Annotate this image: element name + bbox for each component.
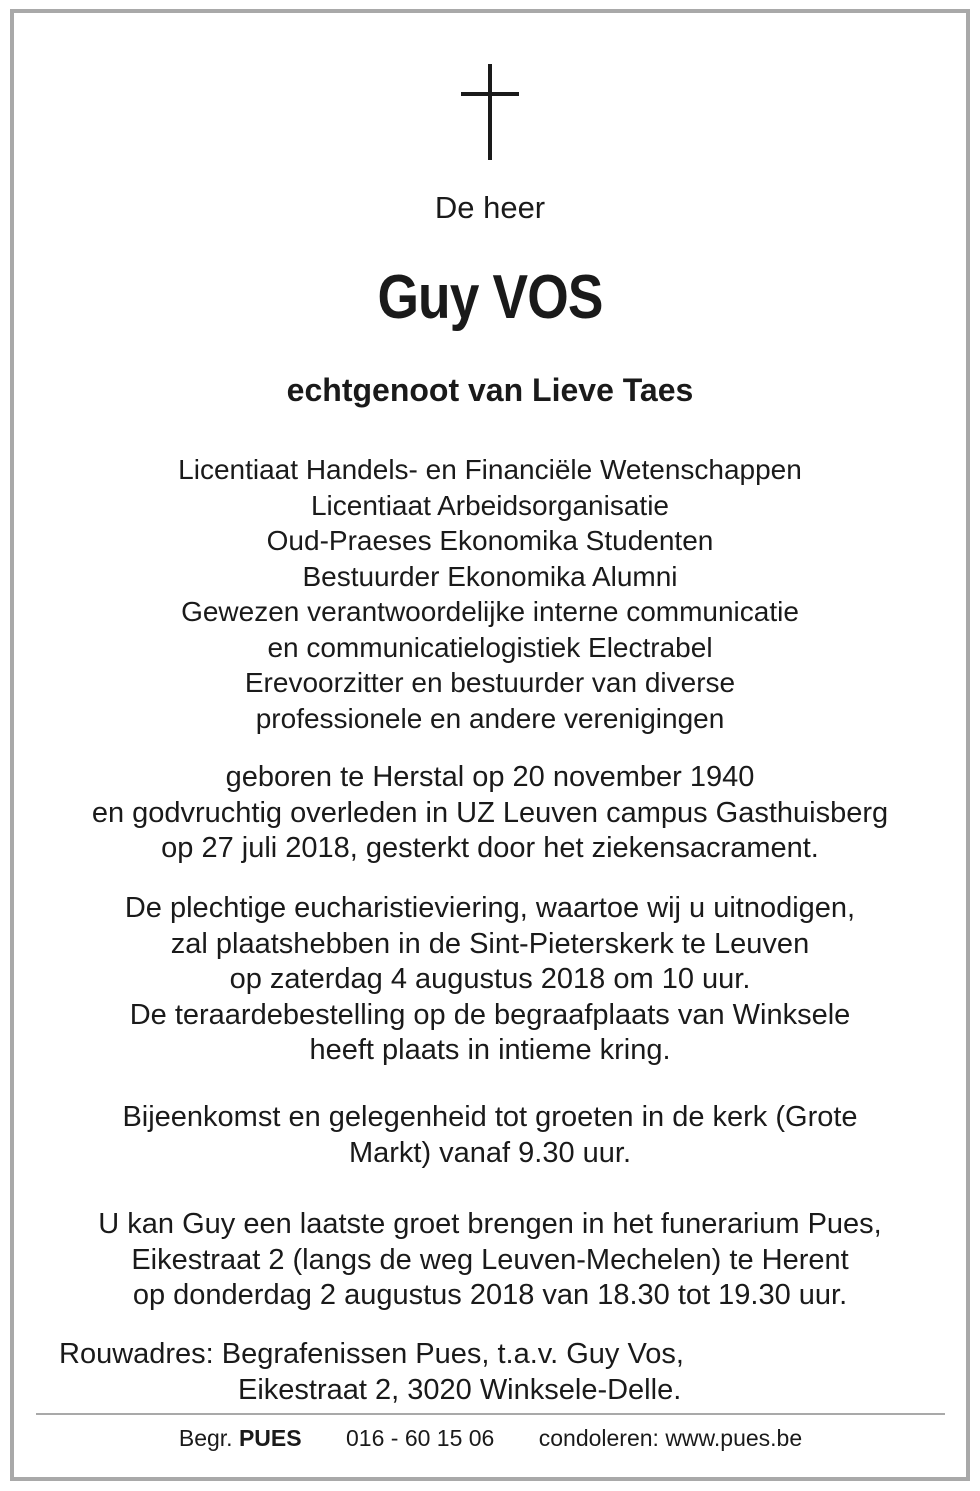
visitation-line: op donderdag 2 augustus 2018 van 18.30 tot 19.30 uur.: [132, 1279, 848, 1311]
birth-death-line: en godvruchtig overleden in UZ Leuven campus Gasthuisberg: [91, 796, 889, 829]
mourning-address: [20, 1337, 960, 1408]
title-line: Licentiaat Arbeidsorganisatie: [310, 489, 669, 521]
service-line: De teraardebestelling op de begraafplaats van Winksele: [129, 998, 851, 1031]
gathering-line: Markt) vanaf 9.30 uur.: [348, 1136, 632, 1169]
titles-block: [20, 452, 960, 736]
title-line: en communicatielogistiek Electrabel: [267, 631, 713, 663]
footer-phone: 016 - 60 15 06: [346, 1425, 495, 1451]
footer-prefix: Begr.: [178, 1425, 233, 1451]
title-line: Erevoorzitter en bestuurder van diverse: [244, 667, 736, 698]
birth-death-line: geboren te Herstal op 20 november 1940: [225, 761, 755, 793]
address-line: Rouwadres: Begrafenissen Pues, t.a.v. Guy Vos,: [59, 1338, 684, 1370]
service-line: heeft plaats in intieme kring.: [309, 1034, 671, 1066]
visitation-block: [20, 1207, 960, 1314]
visitation-line: U kan Guy een laatste groet brengen in het funerarium Pues,: [98, 1208, 882, 1240]
title-line: Oud-Praeses Ekonomika Studenten: [266, 525, 714, 556]
title-line: professionele en andere verenigingen: [255, 702, 725, 734]
gathering-block: [20, 1100, 960, 1171]
footer-condolence-link[interactable]: condoleren: www.pues.be: [538, 1425, 803, 1451]
cross-icon: [461, 64, 519, 160]
birth-death-block: [20, 760, 960, 867]
gathering-line: Bijeenkomst en gelegenheid tot groeten in de kerk (Grote: [122, 1101, 858, 1133]
title-line: Bestuurder Ekonomika Alumni: [302, 560, 678, 592]
service-block: [20, 891, 960, 1069]
birth-death-line: op 27 juli 2018, gesterkt door het ziekensacrament.: [161, 832, 819, 864]
service-line: zal plaatshebben in de Sint-Pieterskerk te Leuven: [170, 927, 810, 960]
footer-brand: PUES: [238, 1425, 302, 1451]
address-line: Eikestraat 2, 3020 Winksele-Delle.: [238, 1373, 682, 1406]
spouse-line: echtgenoot van Lieve Taes: [286, 372, 694, 408]
title-line: Gewezen verantwoordelijke interne communicatie: [181, 596, 799, 627]
visitation-line: Eikestraat 2 (langs de weg Leuven-Mechelen) te Herent: [131, 1243, 849, 1276]
title-line: Licentiaat Handels- en Financiële Wetenschappen: [178, 454, 802, 485]
footer-divider: [36, 1413, 945, 1415]
footer: [36, 1425, 945, 1452]
service-line: op zaterdag 4 augustus 2018 om 10 uur.: [229, 963, 751, 995]
service-line: De plechtige eucharistieviering, waartoe wij u uitnodigen,: [124, 892, 856, 924]
deceased-name: Guy VOS: [377, 263, 603, 332]
honorific: De heer: [434, 190, 546, 225]
